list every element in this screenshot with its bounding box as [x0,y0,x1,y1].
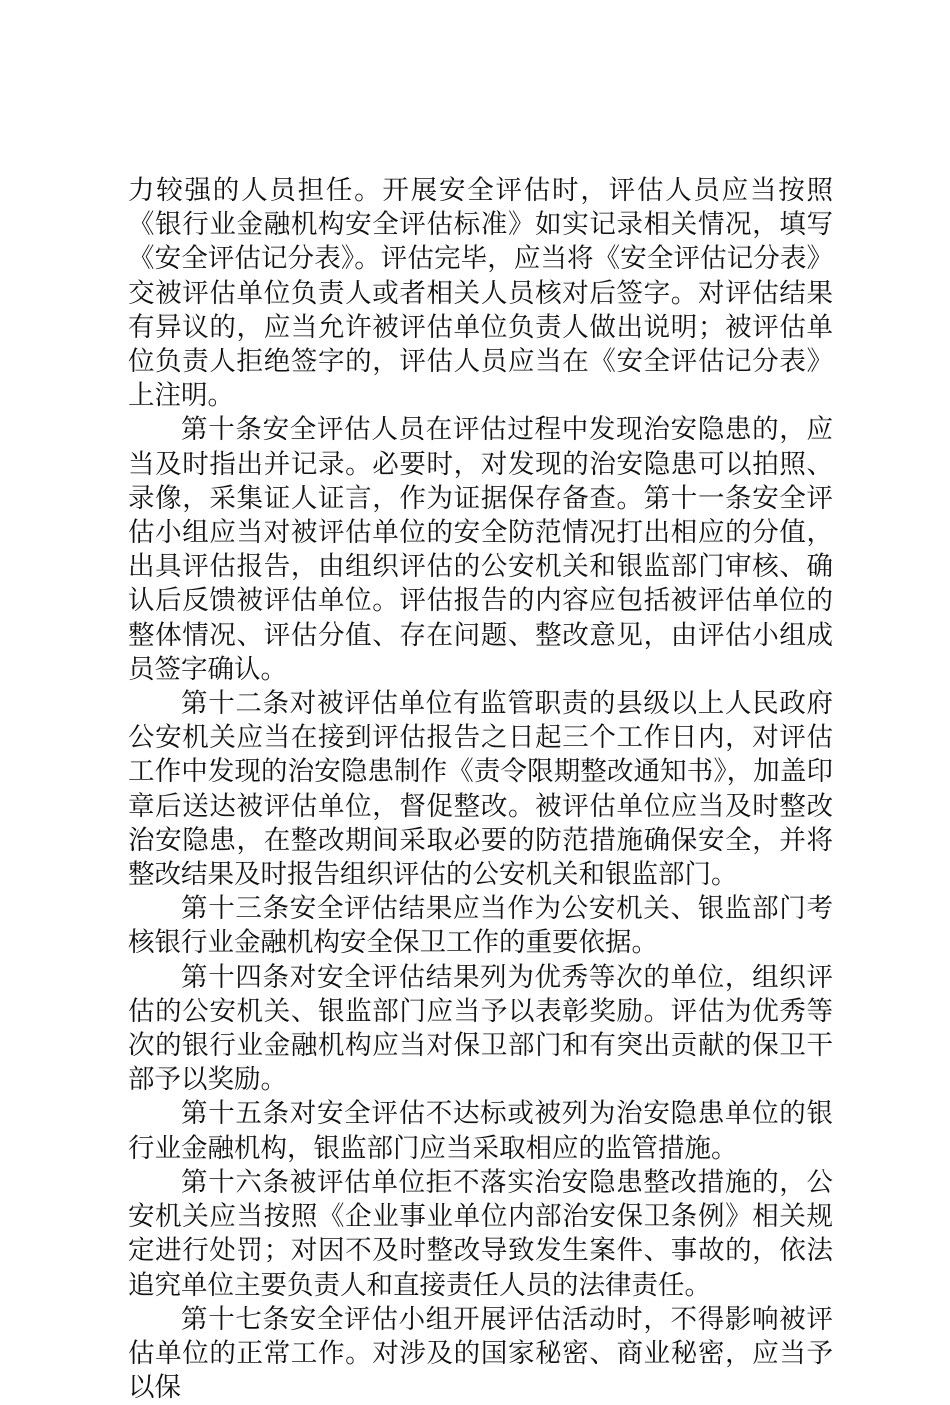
paragraph-article-17: 第十七条安全评估小组开展评估活动时，不得影响被评估单位的正常工作。对涉及的国家秘密、商业秘密，应当予以保 [128,1303,833,1404]
paragraph-article-10: 第十条安全评估人员在评估过程中发现治安隐患的，应当及时指出并记录。必要时，对发现的治安隐患可以拍照、录像，采集证人证言，作为证据保存备查。第十一条安全评估小组应当对被评估单位的安全防范情况打出相应的分值，出具评估报告，由组织评估的公安机关和银监部门审核、确认后反馈被评估单位。评估报告的内容应包括被评估单位的整体情况、评估分值、存在问题、整改意见，由评估小组成员签字确认。 [128,414,833,685]
document-body [128,174,833,1405]
paragraph-article-14: 第十四条对安全评估结果列为优秀等次的单位，组织评估的公安机关、银监部门应当予以表彰奖励。评估为优秀等次的银行业金融机构应当对保卫部门和有突出贡献的保卫干部予以奖励。 [128,961,833,1096]
paragraph-continuation: 力较强的人员担任。开展安全评估时，评估人员应当按照《银行业金融机构安全评估标准》如实记录相关情况，填写《安全评估记分表》。评估完毕，应当将《安全评估记分表》交被评估单位负责人或者相关人员核对后签字。对评估结果有异议的，应当允许被评估单位负责人做出说明；被评估单位负责人拒绝签字的，评估人员应当在《安全评估记分表》上注明。 [128,175,833,412]
paragraph-article-12: 第十二条对被评估单位有监管职责的县级以上人民政府公安机关应当在接到评估报告之日起三个工作日内，对评估工作中发现的治安隐患制作《责令限期整改通知书》，加盖印章后送达被评估单位，督促整改。被评估单位应当及时整改治安隐患，在整改期间采取必要的防范措施确保安全，并将整改结果及时报告组织评估的公安机关和银监部门。 [128,688,833,891]
paragraph-article-16: 第十六条被评估单位拒不落实治安隐患整改措施的，公安机关应当按照《企业事业单位内部治安保卫条例》相关规定进行处罚；对因不及时整改导致发生案件、事故的，依法追究单位主要负责人和直接责任人员的法律责任。 [128,1166,833,1301]
paragraph-article-13: 第十三条安全评估结果应当作为公安机关、银监部门考核银行业金融机构安全保卫工作的重要依据。 [128,893,833,959]
paragraph-article-15: 第十五条对安全评估不达标或被列为治安隐患单位的银行业金融机构，银监部门应当采取相应的监管措施。 [128,1098,833,1164]
